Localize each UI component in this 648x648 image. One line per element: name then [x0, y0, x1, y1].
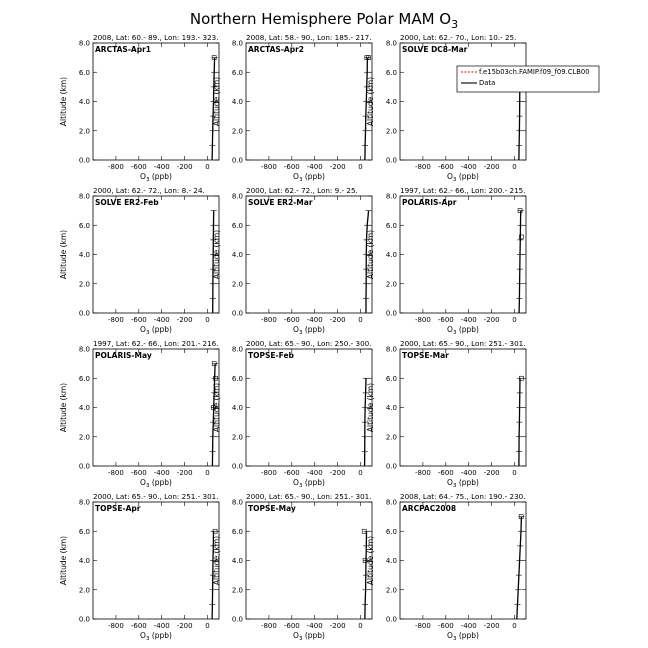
x-tick-label: -800 [414, 316, 431, 324]
x-tick-label: -200 [483, 622, 500, 630]
x-tick-label: -400 [460, 622, 477, 630]
x-axis-label-unit: (ppb) [302, 172, 325, 181]
x-tick-label: 0 [205, 316, 210, 324]
x-tick-label: -200 [329, 163, 346, 171]
y-tick-label: 2.0 [78, 280, 90, 289]
y-tick-label: 8.0 [231, 345, 243, 354]
y-tick-label: 6.0 [78, 374, 90, 383]
plot-frame [93, 349, 219, 466]
y-tick-label: 0.0 [385, 462, 397, 471]
panel-name: SOLVE DC8-Mar [402, 45, 468, 54]
x-tick-label: 0 [512, 316, 517, 324]
y-tick-label: 4.0 [385, 404, 397, 412]
x-axis-label-unit: (ppb) [302, 325, 325, 334]
panel [366, 492, 526, 642]
plot-frame [400, 349, 526, 466]
panel [366, 186, 526, 336]
x-tick-label: 0 [358, 163, 363, 171]
x-tick-label: -200 [176, 163, 193, 171]
y-tick-label: 6.0 [385, 374, 397, 383]
x-axis-label-unit: (ppb) [302, 631, 325, 640]
y-tick-label: 6.0 [78, 68, 90, 77]
x-axis-label-main: O [293, 631, 299, 640]
x-tick-label: 0 [512, 163, 517, 171]
legend-label: Data [479, 79, 496, 87]
panel-name: TOPSE-May [248, 504, 296, 513]
panel-meta: 2008, Lat: 64.- 75., Lon: 190.- 230. [400, 492, 526, 501]
y-tick-label: 4.0 [231, 557, 243, 565]
x-axis-label-unit: (ppb) [149, 172, 172, 181]
y-axis-label: Altitude (km) [366, 76, 375, 127]
panel-meta: 2008, Lat: 58.- 90., Lon: 185.- 217. [246, 33, 372, 42]
y-tick-label: 0.0 [78, 462, 90, 471]
panel-grid [59, 33, 599, 642]
y-tick-label: 2.0 [385, 586, 397, 595]
y-tick-label: 8.0 [385, 345, 397, 354]
y-tick-label: 2.0 [231, 586, 243, 595]
x-axis-label [447, 325, 479, 336]
y-tick-label: 4.0 [78, 557, 90, 565]
y-tick-label: 8.0 [385, 39, 397, 48]
x-tick-label: -400 [460, 163, 477, 171]
y-tick-label: 2.0 [231, 280, 243, 289]
y-tick-label: 4.0 [231, 251, 243, 259]
x-axis-label-sub: 3 [452, 483, 457, 489]
y-tick-label: 6.0 [231, 374, 243, 383]
x-axis-label [293, 172, 325, 183]
y-tick-label: 2.0 [385, 433, 397, 442]
x-axis-label-main: O [447, 478, 453, 487]
x-tick-label: -800 [260, 316, 277, 324]
legend-label: f.e15b03ch.FAMIP.f09_f09.CLB00 [479, 68, 590, 76]
y-tick-label: 4.0 [78, 98, 90, 106]
panel-meta: 2008, Lat: 60.- 89., Lon: 193.- 323. [93, 33, 219, 42]
x-tick-label: 0 [205, 163, 210, 171]
panel-meta: 2000, Lat: 65.- 90., Lon: 251.- 301. [400, 339, 526, 348]
x-tick-label: -400 [306, 163, 323, 171]
x-axis-label-main: O [293, 478, 299, 487]
y-tick-label: 0.0 [231, 309, 243, 318]
panel [212, 33, 372, 183]
plot-frame [246, 349, 372, 466]
x-axis-label-sub: 3 [145, 636, 150, 642]
x-tick-label: -400 [153, 469, 170, 477]
y-tick-label: 0.0 [231, 615, 243, 624]
x-axis-label-sub: 3 [145, 177, 150, 183]
x-axis-label [140, 478, 172, 489]
y-tick-label: 4.0 [385, 98, 397, 106]
plot-frame [400, 502, 526, 619]
x-axis-label [293, 325, 325, 336]
y-tick-label: 2.0 [78, 433, 90, 442]
x-axis-label [447, 631, 479, 642]
y-tick-label: 4.0 [231, 404, 243, 412]
y-axis-label: Altitude (km) [59, 229, 68, 280]
x-tick-label: -200 [483, 469, 500, 477]
panel-meta: 2000, Lat: 62.- 70., Lon: 10.- 25. [400, 33, 517, 42]
x-axis-label [447, 478, 479, 489]
x-axis-label [293, 631, 325, 642]
legend [457, 66, 599, 92]
y-axis-label: Altitude (km) [59, 382, 68, 433]
y-tick-label: 0.0 [231, 156, 243, 165]
x-tick-label: -800 [107, 163, 124, 171]
x-tick-label: -600 [283, 469, 300, 477]
y-tick-label: 2.0 [78, 127, 90, 136]
x-tick-label: -800 [414, 622, 431, 630]
y-axis-label: Altitude (km) [366, 535, 375, 586]
x-axis-label [140, 631, 172, 642]
y-tick-label: 0.0 [231, 462, 243, 471]
x-tick-label: 0 [512, 469, 517, 477]
x-tick-label: 0 [358, 622, 363, 630]
x-axis-label-unit: (ppb) [302, 478, 325, 487]
panel-meta: 1997, Lat: 62.- 66., Lon: 201.- 216. [93, 339, 219, 348]
panel-meta: 2000, Lat: 62.- 72., Lon: 9.- 25. [246, 186, 358, 195]
x-tick-label: -200 [176, 316, 193, 324]
data-line [519, 211, 521, 313]
x-tick-label: -600 [437, 316, 454, 324]
x-tick-label: -800 [260, 163, 277, 171]
y-tick-label: 8.0 [78, 345, 90, 354]
y-tick-label: 6.0 [231, 527, 243, 536]
x-tick-label: -600 [283, 163, 300, 171]
y-tick-label: 8.0 [231, 192, 243, 201]
y-tick-label: 4.0 [385, 557, 397, 565]
panel [366, 339, 526, 489]
plot-frame [246, 502, 372, 619]
x-tick-label: -600 [283, 622, 300, 630]
x-axis-label-sub: 3 [298, 636, 303, 642]
y-tick-label: 0.0 [78, 156, 90, 165]
y-axis-label: Altitude (km) [366, 229, 375, 280]
y-axis-label: Altitude (km) [212, 382, 221, 433]
x-tick-label: -600 [130, 163, 147, 171]
y-tick-label: 8.0 [231, 498, 243, 507]
x-tick-label: -800 [414, 163, 431, 171]
y-tick-label: 8.0 [78, 192, 90, 201]
panel-meta: 2000, Lat: 65.- 90., Lon: 251.- 301. [246, 492, 372, 501]
x-axis-label-main: O [140, 631, 146, 640]
x-axis-label-main: O [293, 172, 299, 181]
x-axis-label-sub: 3 [452, 330, 457, 336]
x-tick-label: -400 [153, 316, 170, 324]
x-tick-label: -800 [260, 469, 277, 477]
x-tick-label: -800 [414, 469, 431, 477]
y-axis-label: Altitude (km) [212, 535, 221, 586]
x-axis-label-main: O [140, 478, 146, 487]
x-tick-label: -400 [460, 469, 477, 477]
panel [212, 492, 372, 642]
plot-frame [93, 43, 219, 160]
panel-name: SOLVE ER2-Feb [95, 198, 159, 207]
x-tick-label: -800 [107, 622, 124, 630]
x-axis-label-main: O [447, 631, 453, 640]
x-axis-label-unit: (ppb) [456, 478, 479, 487]
y-tick-label: 8.0 [78, 498, 90, 507]
x-axis-label-main: O [293, 325, 299, 334]
y-tick-label: 2.0 [78, 586, 90, 595]
y-axis-label: Altitude (km) [366, 382, 375, 433]
y-tick-label: 2.0 [385, 127, 397, 136]
panel-meta: 2000, Lat: 65.- 90., Lon: 251.- 301. [93, 492, 219, 501]
x-tick-label: 0 [205, 469, 210, 477]
x-tick-label: 0 [358, 316, 363, 324]
panel-name: TOPSE-Apr [95, 504, 141, 513]
y-tick-label: 8.0 [385, 192, 397, 201]
panel-name: SOLVE ER2-Mar [248, 198, 313, 207]
y-tick-label: 6.0 [231, 221, 243, 230]
x-axis-label-sub: 3 [145, 483, 150, 489]
x-tick-label: -600 [437, 469, 454, 477]
x-tick-label: -200 [483, 163, 500, 171]
x-axis-label-main: O [447, 325, 453, 334]
x-axis-label-sub: 3 [298, 483, 303, 489]
panel-name: ARCPAC2008 [402, 504, 457, 513]
y-tick-label: 8.0 [78, 39, 90, 48]
x-tick-label: -600 [130, 622, 147, 630]
y-axis-label: Altitude (km) [59, 535, 68, 586]
x-axis-label-sub: 3 [452, 177, 457, 183]
x-tick-label: -800 [260, 622, 277, 630]
x-axis-label-unit: (ppb) [456, 172, 479, 181]
y-tick-label: 4.0 [78, 404, 90, 412]
x-axis-label-main: O [140, 325, 146, 334]
x-tick-label: -200 [483, 316, 500, 324]
x-tick-label: -400 [153, 622, 170, 630]
x-tick-label: -200 [329, 469, 346, 477]
y-tick-label: 2.0 [231, 433, 243, 442]
y-tick-label: 4.0 [231, 98, 243, 106]
x-tick-label: -200 [176, 622, 193, 630]
plot-frame [93, 502, 219, 619]
x-tick-label: -400 [306, 622, 323, 630]
x-tick-label: 0 [512, 622, 517, 630]
y-tick-label: 0.0 [78, 309, 90, 318]
y-tick-label: 8.0 [385, 498, 397, 507]
x-tick-label: 0 [205, 622, 210, 630]
panel-meta: 2000, Lat: 62.- 72., Lon: 8.- 24. [93, 186, 205, 195]
panel [59, 33, 219, 183]
y-axis-label: Altitude (km) [59, 76, 68, 127]
x-axis-label [140, 325, 172, 336]
x-axis-label-sub: 3 [298, 330, 303, 336]
x-tick-label: -800 [107, 316, 124, 324]
data-line [517, 517, 522, 619]
x-axis-label-main: O [140, 172, 146, 181]
x-tick-label: -200 [329, 622, 346, 630]
x-axis-label-unit: (ppb) [149, 478, 172, 487]
panel [59, 492, 219, 642]
y-tick-label: 6.0 [385, 221, 397, 230]
x-tick-label: -400 [153, 163, 170, 171]
panel [59, 186, 219, 336]
x-axis-label-sub: 3 [298, 177, 303, 183]
y-tick-label: 4.0 [385, 251, 397, 259]
y-axis-label: Altitude (km) [212, 229, 221, 280]
y-tick-label: 4.0 [78, 251, 90, 259]
x-tick-label: -400 [306, 316, 323, 324]
x-tick-label: -200 [176, 469, 193, 477]
x-axis-label [140, 172, 172, 183]
y-tick-label: 0.0 [385, 156, 397, 165]
x-axis-label-unit: (ppb) [149, 325, 172, 334]
y-tick-label: 6.0 [385, 527, 397, 536]
panel-name: POLARIS-May [95, 351, 152, 360]
panel-name: TOPSE-Mar [402, 351, 449, 360]
x-tick-label: -600 [437, 163, 454, 171]
x-axis-label-main: O [447, 172, 453, 181]
panel [212, 339, 372, 489]
panel-meta: 1997, Lat: 62.- 66., Lon: 200.- 215. [400, 186, 526, 195]
y-tick-label: 2.0 [385, 280, 397, 289]
panel [212, 186, 372, 336]
x-axis-label-sub: 3 [452, 636, 457, 642]
panel-name: TOPSE-Feb [248, 351, 294, 360]
x-tick-label: -200 [329, 316, 346, 324]
y-tick-label: 6.0 [385, 68, 397, 77]
panel [59, 339, 219, 489]
y-tick-label: 6.0 [78, 527, 90, 536]
x-tick-label: -400 [306, 469, 323, 477]
x-axis-label-unit: (ppb) [456, 631, 479, 640]
x-tick-label: -600 [283, 316, 300, 324]
x-tick-label: -400 [460, 316, 477, 324]
y-tick-label: 0.0 [385, 615, 397, 624]
y-tick-label: 6.0 [78, 221, 90, 230]
x-axis-label-sub: 3 [145, 330, 150, 336]
x-tick-label: -600 [437, 622, 454, 630]
x-tick-label: -800 [107, 469, 124, 477]
panel-name: ARCTAS-Apr1 [95, 45, 152, 54]
y-axis-label: Altitude (km) [212, 76, 221, 127]
x-tick-label: -600 [130, 469, 147, 477]
panel-name: POLARIS-Apr [402, 198, 457, 207]
y-tick-label: 0.0 [385, 309, 397, 318]
plot-frame [400, 196, 526, 313]
y-tick-label: 8.0 [231, 39, 243, 48]
plot-frame [246, 196, 372, 313]
x-tick-label: 0 [358, 469, 363, 477]
y-tick-label: 2.0 [231, 127, 243, 136]
plot-frame [93, 196, 219, 313]
y-tick-label: 6.0 [231, 68, 243, 77]
figure-title: Northern Hemisphere Polar MAM $O_3$ [189, 10, 459, 31]
x-tick-label: -600 [130, 316, 147, 324]
x-axis-label [447, 172, 479, 183]
y-tick-label: 0.0 [78, 615, 90, 624]
plot-frame [400, 43, 526, 160]
panel-meta: 2000, Lat: 65.- 90., Lon: 250.- 300. [246, 339, 372, 348]
x-axis-label [293, 478, 325, 489]
plot-frame [246, 43, 372, 160]
panel-name: ARCTAS-Apr2 [248, 45, 305, 54]
panel [366, 33, 599, 183]
x-axis-label-unit: (ppb) [149, 631, 172, 640]
x-axis-label-unit: (ppb) [456, 325, 479, 334]
